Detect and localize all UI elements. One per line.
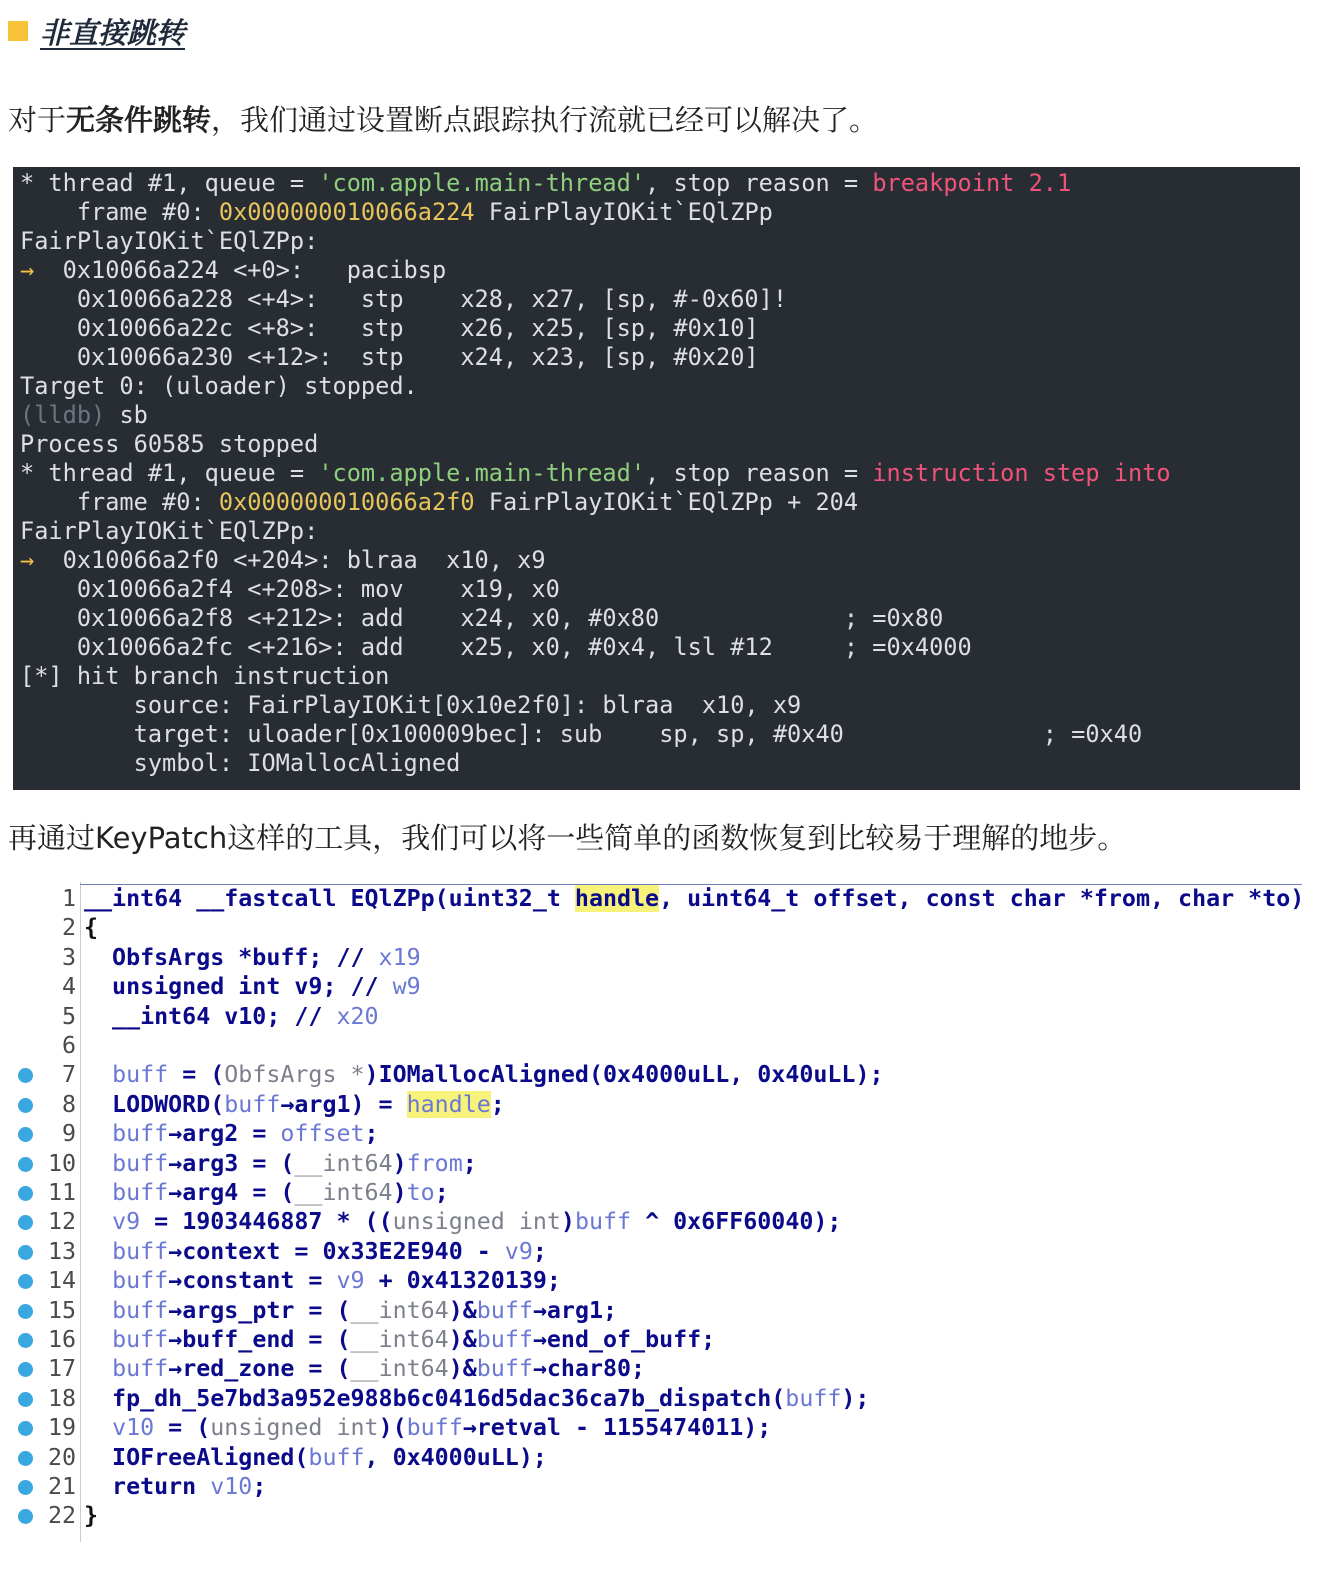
section-heading [8, 8, 185, 54]
code-token: unsigned int [210, 1414, 379, 1442]
code-token: →context = 0x33E2E940 - [168, 1237, 505, 1265]
breakpoint-dot-icon[interactable] [18, 1333, 33, 1348]
code-line [0, 1266, 1326, 1295]
code-text [84, 1002, 379, 1031]
code-token: →arg1; [532, 1296, 618, 1324]
code-token: , 0x4000uLL); [364, 1443, 547, 1471]
code-token: v10 [112, 1414, 155, 1442]
code-token: + 0x41320139; [364, 1267, 561, 1295]
code-token [84, 1238, 112, 1265]
line-number: 21 [47, 1473, 76, 1500]
code-token: __int64 [350, 1355, 449, 1383]
code-text [84, 1178, 449, 1207]
line-number: 5 [61, 1002, 76, 1030]
breakpoint-dot-icon[interactable] [18, 1127, 33, 1142]
code-line [0, 1031, 1326, 1060]
code-token: ; [532, 1237, 547, 1265]
breakpoint-dot-icon[interactable] [18, 1186, 33, 1201]
code-line [0, 1207, 1326, 1236]
code-token: offset [280, 1120, 365, 1148]
terminal-line [20, 372, 1300, 401]
paragraph-intro-prefix: 对于 [8, 103, 67, 137]
code-line [0, 1384, 1326, 1413]
breakpoint-dot-icon[interactable] [18, 1392, 33, 1407]
terminal-text: breakpoint 2.1 [872, 169, 1072, 197]
code-token: buff [308, 1443, 365, 1471]
line-number: 22 [47, 1502, 76, 1530]
code-line [0, 943, 1326, 972]
code-token: )( [378, 1414, 407, 1442]
code-token: buff [112, 1267, 169, 1295]
code-token: ^ 0x6FF60040); [631, 1208, 842, 1236]
code-token: buff [574, 1208, 632, 1236]
code-token [84, 1150, 112, 1177]
code-token: v9 [504, 1237, 533, 1265]
terminal-text: 0x10066a228 <+4>: stp x28, x27, [sp, #-0x60]! [20, 285, 788, 313]
code-line [0, 1178, 1326, 1207]
code-text [84, 884, 1304, 913]
code-token: , uint64_t offset, const char *from, char *to) [659, 885, 1305, 912]
terminal-line [20, 604, 1300, 633]
code-token: handle [574, 885, 660, 912]
code-line [0, 1443, 1326, 1472]
code-token: fp_dh_5e7bd3a952e988b6c0416d5dac36ca7b_dispatch( [84, 1384, 786, 1412]
terminal-text: * thread #1, queue = [20, 169, 319, 197]
breakpoint-dot-icon[interactable] [18, 1362, 33, 1377]
code-token: buff [112, 1061, 169, 1089]
line-number: 1 [61, 885, 76, 912]
code-token: →args_ptr = ( [168, 1296, 351, 1324]
code-token: ) [392, 1179, 407, 1206]
code-text [84, 1090, 505, 1119]
code-token: )& [448, 1355, 477, 1383]
code-token: handle [406, 1090, 491, 1118]
terminal-text: 0x000000010066a2f0 [218, 488, 475, 516]
code-text [84, 1149, 477, 1178]
terminal-line [20, 517, 1300, 546]
code-text [84, 1060, 884, 1089]
terminal-line [20, 575, 1300, 604]
code-token [84, 1326, 112, 1353]
line-number: 17 [47, 1355, 76, 1383]
code-line [0, 1325, 1326, 1354]
code-token [84, 1208, 112, 1235]
code-token: buff [476, 1355, 533, 1383]
terminal-line [20, 633, 1300, 662]
code-line [0, 1472, 1326, 1501]
paragraph-intro-bold: 无条件跳转 [66, 103, 212, 137]
code-token: } [84, 1502, 99, 1530]
line-number: 13 [47, 1237, 76, 1265]
code-token [84, 1061, 112, 1088]
code-token: ; [462, 1149, 477, 1177]
code-token: →end_of_buff; [532, 1326, 716, 1353]
code-token: unsigned int [392, 1208, 561, 1236]
code-line [0, 1119, 1326, 1148]
code-line [0, 1060, 1326, 1089]
terminal-text: FairPlayIOKit`EQlZPp [474, 198, 773, 226]
code-token: = 1903446887 * (( [140, 1208, 393, 1236]
code-token: ObfsArgs * [224, 1061, 365, 1089]
code-token: x20 [336, 1002, 379, 1030]
code-token: x19 [378, 943, 421, 971]
code-token: = ( [154, 1414, 211, 1442]
terminal-text: target: uloader[0x100009bec]: sub sp, sp, #0x40 ; =0x40 [20, 720, 1143, 748]
code-text [84, 972, 421, 1001]
terminal-line [20, 343, 1300, 372]
code-token: ; [434, 1179, 449, 1206]
breakpoint-dot-icon[interactable] [18, 1509, 33, 1524]
breakpoint-dot-icon[interactable] [18, 1245, 33, 1260]
terminal-text: 0x10066a22c <+8>: stp x26, x25, [sp, #0x10] [20, 314, 759, 342]
code-token [84, 1179, 112, 1206]
breakpoint-dot-icon[interactable] [18, 1274, 33, 1289]
line-number: 8 [61, 1090, 76, 1118]
decompiled-code-view [0, 882, 1326, 1542]
code-token: to [406, 1179, 435, 1206]
breakpoint-dot-icon[interactable] [18, 1421, 33, 1436]
code-token: →char80; [532, 1355, 646, 1383]
code-line [0, 1002, 1326, 1031]
line-number: 19 [47, 1414, 76, 1442]
terminal-line [20, 401, 1300, 430]
code-token: )IOMallocAligned(0x4000uLL, 0x40uLL); [364, 1061, 884, 1089]
code-text [84, 913, 98, 942]
code-token: return [84, 1473, 211, 1500]
terminal-text: 'com.apple.main-thread' [318, 169, 646, 197]
code-token: →arg1) = [280, 1090, 407, 1118]
code-token: buff [112, 1149, 169, 1177]
heading-marker-icon [8, 21, 28, 41]
terminal-text: symbol: IOMallocAligned [20, 749, 461, 777]
code-text [84, 1472, 266, 1501]
code-text [84, 1501, 98, 1530]
code-token: buff [785, 1384, 842, 1412]
terminal-line [20, 488, 1300, 517]
code-text [84, 943, 421, 972]
code-line [0, 913, 1326, 942]
line-number: 16 [47, 1326, 76, 1353]
line-number: 15 [47, 1296, 76, 1324]
terminal-line [20, 662, 1300, 691]
line-number: 14 [47, 1267, 76, 1295]
code-token: )& [448, 1296, 477, 1324]
terminal-text: 0x10066a2f4 <+208>: mov x19, x0 [20, 575, 560, 603]
terminal-line [20, 169, 1300, 198]
line-number: 4 [61, 973, 76, 1001]
lldb-terminal-output [13, 167, 1300, 790]
terminal-line [20, 198, 1300, 227]
code-line [0, 1090, 1326, 1119]
terminal-text: * thread #1, queue = [20, 459, 319, 487]
line-number: 2 [61, 914, 76, 942]
terminal-text: FairPlayIOKit`EQlZPp + 204 [474, 488, 859, 516]
code-token [84, 1355, 112, 1382]
terminal-text: instruction step into [872, 459, 1171, 487]
terminal-text: FairPlayIOKit`EQlZPp: [20, 517, 319, 545]
code-token: buff [406, 1414, 463, 1442]
code-token: →arg2 = [168, 1120, 281, 1148]
terminal-text: FairPlayIOKit`EQlZPp: [20, 227, 319, 255]
line-number: 10 [47, 1149, 76, 1177]
code-token: = ( [168, 1061, 225, 1089]
code-text [84, 1354, 645, 1383]
line-number: 18 [47, 1384, 76, 1412]
code-token [84, 1297, 112, 1324]
terminal-text: sb [105, 401, 148, 429]
terminal-text: 'com.apple.main-thread' [318, 459, 646, 487]
terminal-text: [*] hit branch instruction [20, 662, 390, 690]
code-text [84, 1266, 561, 1295]
code-token: __int64 __fastcall EQlZPp(uint32_t [84, 885, 575, 912]
breakpoint-dot-icon[interactable] [18, 1451, 33, 1466]
line-number: 11 [47, 1179, 76, 1206]
terminal-text: frame #0: [20, 488, 219, 516]
breakpoint-dot-icon[interactable] [18, 1157, 33, 1172]
terminal-line [20, 749, 1300, 778]
breakpoint-dot-icon[interactable] [18, 1304, 33, 1319]
terminal-line [20, 430, 1300, 459]
code-text [84, 1413, 771, 1442]
terminal-text: 0x10066a2fc <+216>: add x25, x0, #0x4, lsl #12 ; =0x4000 [20, 633, 972, 661]
code-line [0, 1149, 1326, 1178]
code-text [84, 1325, 715, 1354]
terminal-text: , stop reason = [645, 169, 873, 197]
heading-title: 非直接跳转 [40, 15, 186, 50]
code-token: ) [560, 1208, 575, 1236]
terminal-line [20, 720, 1300, 749]
code-token: LODWORD( [84, 1090, 225, 1118]
code-token: { [84, 914, 99, 942]
breakpoint-dot-icon[interactable] [18, 1215, 33, 1230]
code-token [84, 1267, 112, 1294]
code-token: buff [112, 1326, 169, 1353]
line-number: 3 [61, 943, 76, 971]
code-token: →red_zone = ( [168, 1355, 351, 1383]
code-token: __int64 [294, 1149, 393, 1177]
terminal-line [20, 227, 1300, 256]
code-token: v10 [210, 1473, 253, 1500]
code-token: ; [252, 1473, 267, 1500]
code-text [84, 1207, 841, 1236]
line-number: 20 [47, 1443, 76, 1471]
code-token: from [406, 1149, 463, 1177]
code-token: IOFreeAligned( [84, 1443, 309, 1471]
code-token: ) [392, 1149, 407, 1177]
code-token: v9 [336, 1267, 365, 1295]
code-text [84, 1443, 547, 1472]
terminal-text: Process 60585 stopped [20, 430, 319, 458]
terminal-text: , stop reason = [645, 459, 873, 487]
terminal-line [20, 256, 1300, 285]
code-line [0, 1413, 1326, 1442]
terminal-line [20, 691, 1300, 720]
code-token: v9 [112, 1208, 141, 1236]
code-line [0, 884, 1326, 913]
code-line [0, 1296, 1326, 1325]
line-number: 6 [61, 1032, 76, 1059]
code-token: ObfsArgs *buff; // [84, 943, 379, 971]
code-line [0, 1237, 1326, 1266]
code-token: __int64 v10; // [84, 1002, 337, 1030]
breakpoint-dot-icon[interactable] [18, 1068, 33, 1083]
code-token [84, 1414, 112, 1441]
paragraph-intro [8, 98, 878, 142]
code-token: buff [112, 1355, 169, 1383]
code-token: buff [476, 1296, 533, 1324]
breakpoint-dot-icon[interactable] [18, 1098, 33, 1113]
code-token: buff [112, 1237, 169, 1265]
code-text [84, 1296, 617, 1325]
paragraph-intro-suffix: ，我们通过设置断点跟踪执行流就已经可以解决了。 [211, 103, 879, 137]
terminal-text: 0x10066a224 <+0>: pacibsp [34, 256, 447, 284]
terminal-text: 0x10066a2f8 <+212>: add x24, x0, #0x80 ; =0x80 [20, 604, 944, 632]
terminal-text: source: FairPlayIOKit[0x10e2f0]: blraa x10, x9 [20, 691, 802, 719]
terminal-line [20, 546, 1300, 575]
terminal-line [20, 285, 1300, 314]
code-token: __int64 [350, 1326, 449, 1353]
code-token: ); [841, 1384, 870, 1412]
terminal-text: frame #0: [20, 198, 219, 226]
code-token: ; [490, 1090, 505, 1118]
code-token: →arg4 = ( [168, 1179, 295, 1206]
terminal-text: (lldb) [20, 401, 106, 429]
terminal-line [20, 314, 1300, 343]
code-token: buff [112, 1296, 169, 1324]
code-line [0, 1354, 1326, 1383]
current-instruction-arrow-icon: → [20, 256, 35, 284]
code-token: buff [224, 1090, 281, 1118]
terminal-line [20, 459, 1300, 488]
terminal-text: 0x10066a230 <+12>: stp x24, x23, [sp, #0x20] [20, 343, 759, 371]
code-token: __int64 [294, 1179, 393, 1206]
code-text [84, 1119, 379, 1148]
code-token: →buff_end = ( [168, 1326, 351, 1353]
code-token: __int64 [350, 1296, 449, 1324]
paragraph-keypatch: 再通过KeyPatch这样的工具，我们可以将一些简单的函数恢复到比较易于理解的地步。 [8, 821, 1127, 855]
line-number: 7 [61, 1061, 76, 1089]
line-number: 9 [61, 1120, 76, 1148]
terminal-text: Target 0: (uloader) stopped. [20, 372, 418, 400]
breakpoint-dot-icon[interactable] [18, 1480, 33, 1495]
current-instruction-arrow-icon: → [20, 546, 35, 574]
code-text [84, 1237, 547, 1266]
terminal-text: 0x000000010066a224 [218, 198, 475, 226]
code-token [84, 1120, 112, 1147]
code-token: buff [112, 1120, 169, 1148]
line-number: 12 [47, 1208, 76, 1236]
code-token: →constant = [168, 1267, 337, 1295]
code-token: )& [448, 1326, 477, 1353]
code-token: unsigned int v9; // [84, 973, 393, 1001]
code-token: buff [112, 1179, 169, 1206]
code-token: →retval - 1155474011); [462, 1414, 772, 1442]
code-token: ; [364, 1120, 379, 1148]
code-line [0, 972, 1326, 1001]
code-token: buff [476, 1326, 533, 1353]
terminal-text: 0x10066a2f0 <+204>: blraa x10, x9 [34, 546, 546, 574]
code-line [0, 1501, 1326, 1530]
code-token: w9 [392, 973, 421, 1001]
code-text [84, 1384, 869, 1413]
code-token: →arg3 = ( [168, 1149, 295, 1177]
